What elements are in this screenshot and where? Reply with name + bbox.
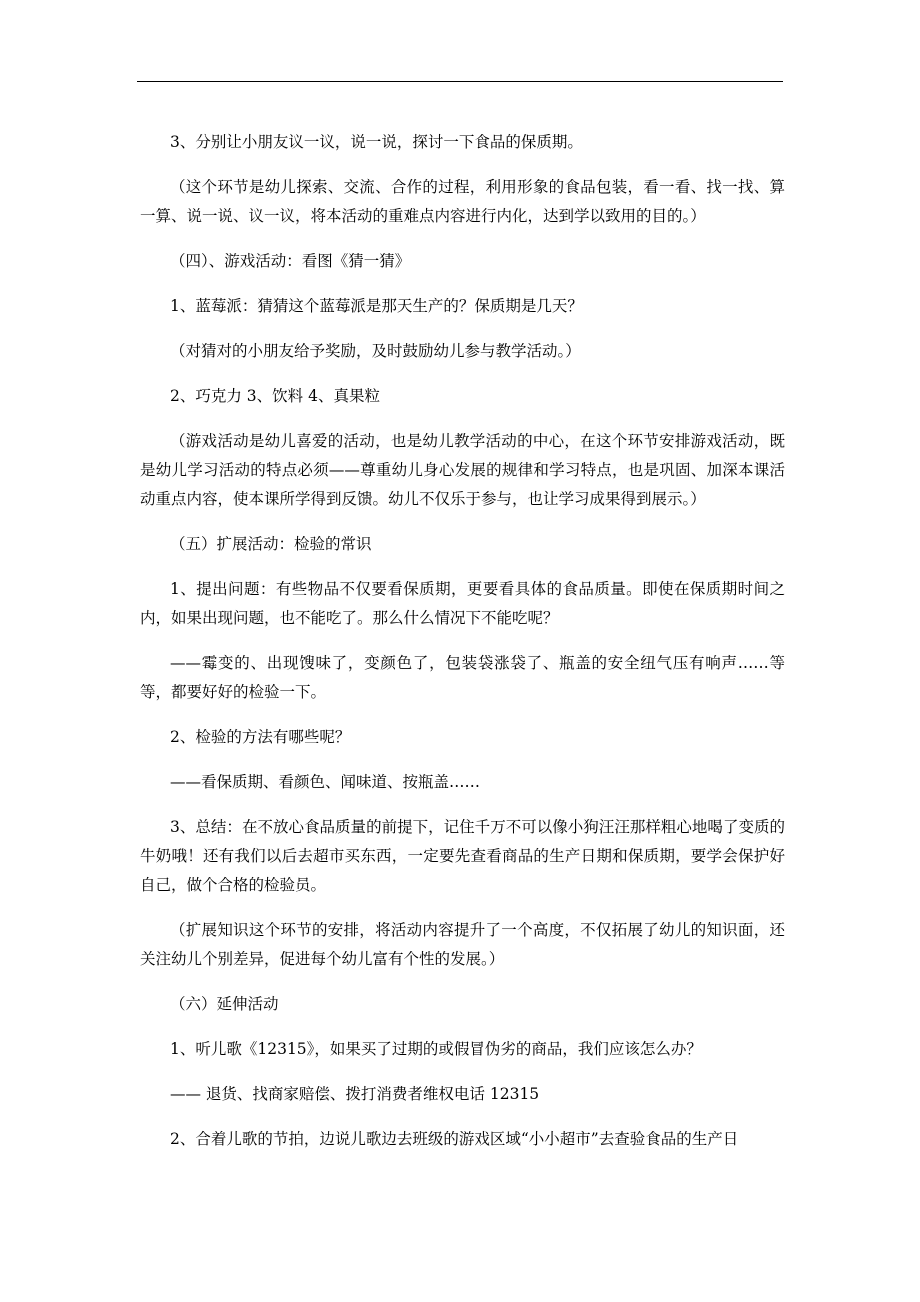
section-heading: （四）、游戏活动：看图《猜一猜》 bbox=[170, 252, 411, 270]
paragraph: 2、检验的方法有哪些呢？ bbox=[170, 728, 351, 746]
paragraph: 3、总结：在不放心食品质量的前提下，记住千万不可以像小狗汪汪那样粗心地喝了变质的牛奶哦！还有我们以后去超市买东西，一定要先查看商品的生产日期和保质期，要学会保护好自己，做个合格的检验员。 bbox=[140, 818, 785, 894]
paragraph: 1、提出问题：有些物品不仅要看保质期，更要看具体的食品质量。即使在保质期时间之内，如果出现问题，也不能吃了。那么什么情况下不能吃呢？ bbox=[140, 580, 785, 627]
paragraph: 2、巧克力 3、饮料 4、真果粒 bbox=[170, 387, 380, 405]
section-heading: （六）延伸活动 bbox=[170, 995, 279, 1013]
header-rule bbox=[137, 81, 783, 82]
paragraph: 3、分别让小朋友议一议，说一说，探讨一下食品的保质期。 bbox=[170, 133, 583, 151]
paragraph: （游戏活动是幼儿喜爱的活动，也是幼儿教学活动的中心，在这个环节安排游戏活动，既是幼儿学习活动的特点必须——尊重幼儿身心发展的规律和学习特点，也是巩固、加深本课活动重点内容，使本课所学得到反馈。幼儿不仅乐于参与，也让学习成果得到展示。） bbox=[140, 432, 785, 508]
paragraph: （对猜对的小朋友给予奖励，及时鼓励幼儿参与教学活动。） bbox=[170, 342, 581, 360]
paragraph: 1、听儿歌《12315》，如果买了过期的或假冒伪劣的商品，我们应该怎么办？ bbox=[170, 1040, 702, 1058]
paragraph: （扩展知识这个环节的安排，将活动内容提升了一个高度，不仅拓展了幼儿的知识面，还关注幼儿个别差异，促进每个幼儿富有个性的发展。） bbox=[140, 921, 785, 968]
paragraph: 2、合着儿歌的节拍，边说儿歌边去班级的游戏区域“小小超市”去查验食品的生产日 bbox=[170, 1130, 739, 1148]
paragraph: —— 退货、找商家赔偿、拨打消费者维权电话 12315 bbox=[170, 1085, 540, 1103]
paragraph: 1、蓝莓派：猜猜这个蓝莓派是那天生产的？保质期是几天？ bbox=[170, 297, 583, 315]
section-heading: （五）扩展活动：检验的常识 bbox=[170, 535, 372, 553]
paragraph: ——霉变的、出现馊味了，变颜色了，包装袋涨袋了、瓶盖的安全纽气压有响声……等等，都要好好的检验一下。 bbox=[140, 654, 785, 701]
document-body bbox=[140, 128, 785, 1154]
paragraph: ——看保质期、看颜色、闻味道、按瓶盖…… bbox=[170, 773, 481, 791]
paragraph: （这个环节是幼儿探索、交流、合作的过程，利用形象的食品包装，看一看、找一找、算一算、说一说、议一议，将本活动的重难点内容进行内化，达到学以致用的目的。） bbox=[140, 178, 785, 225]
